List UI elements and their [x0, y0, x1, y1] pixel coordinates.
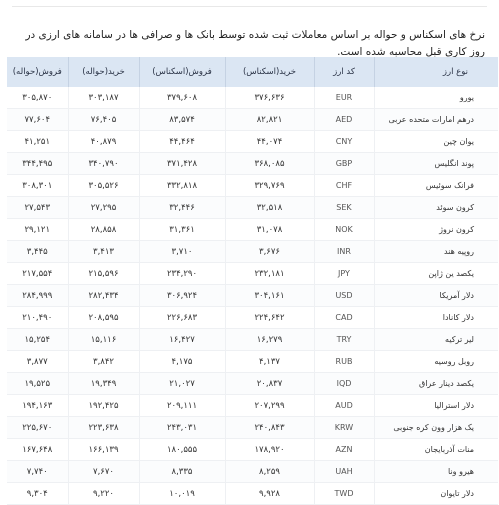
header-buy-cash: خرید(اسکناس) [225, 57, 314, 87]
buy-cash-cell: ۲۳۲,۱۸۱ [225, 263, 314, 285]
currency-name-cell: یورو [374, 87, 498, 109]
currency-code-cell: EUR [314, 87, 374, 109]
currency-code-cell: TRY [314, 329, 374, 351]
currency-code-cell: RUB [314, 351, 374, 373]
buy-transfer-cell: ۱۵,۱۱۶ [68, 329, 139, 351]
currency-name-cell: کرون نروژ [374, 219, 498, 241]
buy-transfer-cell: ۴۰,۸۷۹ [68, 131, 139, 153]
sell-cash-cell: ۲۱,۰۲۷ [139, 373, 225, 395]
currency-code-cell: NOK [314, 219, 374, 241]
table-row [7, 483, 498, 505]
sell-cash-cell: ۴,۱۷۵ [139, 351, 225, 373]
sell-transfer-cell: ۱۶۷,۶۴۸ [7, 439, 68, 461]
buy-cash-cell: ۹,۹۲۸ [225, 483, 314, 505]
currency-code-cell: GBP [314, 153, 374, 175]
sell-transfer-cell: ۱۵,۲۵۴ [7, 329, 68, 351]
sell-cash-cell: ۳۱,۳۶۱ [139, 219, 225, 241]
table-row [7, 131, 498, 153]
table-row [7, 285, 498, 307]
currency-name-cell: کرون سوئد [374, 197, 498, 219]
currency-code-cell: USD [314, 285, 374, 307]
currency-name-cell: هیرو ونا [374, 461, 498, 483]
currency-name-cell: دلار آمریکا [374, 285, 498, 307]
buy-cash-cell: ۸۲,۸۲۱ [225, 109, 314, 131]
buy-cash-cell: ۳۶۸,۰۸۵ [225, 153, 314, 175]
sell-cash-cell: ۲۳۴,۲۹۰ [139, 263, 225, 285]
sell-cash-cell: ۱۰,۰۱۹ [139, 483, 225, 505]
buy-cash-cell: ۳۰۴,۱۶۱ [225, 285, 314, 307]
table-header [7, 57, 498, 87]
buy-transfer-cell: ۹,۲۲۰ [68, 483, 139, 505]
currency-name-cell: دلار کانادا [374, 307, 498, 329]
buy-transfer-cell: ۲۸۲,۴۳۴ [68, 285, 139, 307]
table-row [7, 307, 498, 329]
currency-code-cell: CAD [314, 307, 374, 329]
sell-transfer-cell: ۳۴۴,۴۹۵ [7, 153, 68, 175]
buy-transfer-cell: ۲۱۵,۵۹۶ [68, 263, 139, 285]
sell-transfer-cell: ۲۹,۱۲۱ [7, 219, 68, 241]
table-row [7, 87, 498, 109]
currency-name-cell: پوند انگلیس [374, 153, 498, 175]
sell-cash-cell: ۳۷۹,۶۰۸ [139, 87, 225, 109]
sell-transfer-cell: ۱۹,۵۲۵ [7, 373, 68, 395]
table-row [7, 461, 498, 483]
currency-code-cell: KRW [314, 417, 374, 439]
currency-code-cell: UAH [314, 461, 374, 483]
currency-code-cell: JPY [314, 263, 374, 285]
sell-transfer-cell: ۳,۸۷۷ [7, 351, 68, 373]
currency-name-cell: یکصد ین ژاپن [374, 263, 498, 285]
buy-cash-cell: ۳۷۶,۶۳۶ [225, 87, 314, 109]
buy-cash-cell: ۲۴۰,۸۴۳ [225, 417, 314, 439]
table-row [7, 439, 498, 461]
table-row [7, 263, 498, 285]
buy-cash-cell: ۲۰۷,۲۹۹ [225, 395, 314, 417]
sell-cash-cell: ۳,۷۱۰ [139, 241, 225, 263]
currency-name-cell: دلار استرالیا [374, 395, 498, 417]
buy-cash-cell: ۳,۶۷۶ [225, 241, 314, 263]
buy-cash-cell: ۳۲,۵۱۸ [225, 197, 314, 219]
sell-cash-cell: ۳۳۲,۸۱۸ [139, 175, 225, 197]
sell-transfer-cell: ۳۰۸,۳۰۱ [7, 175, 68, 197]
buy-transfer-cell: ۲۸,۸۵۸ [68, 219, 139, 241]
currency-name-cell: روپیه هند [374, 241, 498, 263]
top-divider [12, 6, 487, 7]
buy-transfer-cell: ۱۹,۳۴۹ [68, 373, 139, 395]
buy-cash-cell: ۱۶,۲۷۹ [225, 329, 314, 351]
exchange-rates-table [7, 57, 498, 505]
sell-cash-cell: ۳۲,۴۴۶ [139, 197, 225, 219]
currency-code-cell: INR [314, 241, 374, 263]
currency-name-cell: یک هزار وون کره جنوبی [374, 417, 498, 439]
sell-cash-cell: ۲۲۶,۶۸۳ [139, 307, 225, 329]
currency-code-cell: CNY [314, 131, 374, 153]
currency-code-cell: IQD [314, 373, 374, 395]
buy-transfer-cell: ۳۴۰,۷۹۰ [68, 153, 139, 175]
buy-transfer-cell: ۷۶,۴۰۵ [68, 109, 139, 131]
buy-cash-cell: ۳۱,۰۷۸ [225, 219, 314, 241]
sell-cash-cell: ۴۴,۴۶۴ [139, 131, 225, 153]
currency-name-cell: منات آذربایجان [374, 439, 498, 461]
currency-name-cell: روبل روسیه [374, 351, 498, 373]
sell-transfer-cell: ۲۲۵,۶۷۰ [7, 417, 68, 439]
buy-transfer-cell: ۱۹۲,۴۲۵ [68, 395, 139, 417]
table-row [7, 351, 498, 373]
sell-transfer-cell: ۳۰۵,۸۷۰ [7, 87, 68, 109]
table-row [7, 153, 498, 175]
sell-cash-cell: ۸,۳۳۵ [139, 461, 225, 483]
buy-cash-cell: ۲۲۴,۶۴۲ [225, 307, 314, 329]
sell-transfer-cell: ۹,۳۰۴ [7, 483, 68, 505]
sell-cash-cell: ۱۶,۴۲۷ [139, 329, 225, 351]
buy-transfer-cell: ۳,۸۴۲ [68, 351, 139, 373]
sell-transfer-cell: ۳,۴۴۵ [7, 241, 68, 263]
sell-transfer-cell: ۱۹۴,۱۶۳ [7, 395, 68, 417]
buy-transfer-cell: ۷,۶۷۰ [68, 461, 139, 483]
sell-transfer-cell: ۷,۷۴۰ [7, 461, 68, 483]
table-row [7, 373, 498, 395]
sell-transfer-cell: ۲۷,۵۴۳ [7, 197, 68, 219]
buy-transfer-cell: ۳,۴۱۳ [68, 241, 139, 263]
buy-transfer-cell: ۳۰۳,۱۸۷ [68, 87, 139, 109]
buy-cash-cell: ۴۴,۰۷۴ [225, 131, 314, 153]
sell-transfer-cell: ۴۱,۲۵۱ [7, 131, 68, 153]
buy-cash-cell: ۸,۲۵۹ [225, 461, 314, 483]
currency-name-cell: درهم امارات متحده عربی [374, 109, 498, 131]
buy-transfer-cell: ۳۰۵,۵۲۶ [68, 175, 139, 197]
currency-code-cell: AZN [314, 439, 374, 461]
buy-cash-cell: ۱۷۸,۹۲۰ [225, 439, 314, 461]
header-buy-transfer: خرید(حواله) [68, 57, 139, 87]
sell-transfer-cell: ۲۸۴,۹۹۹ [7, 285, 68, 307]
header-row [7, 57, 498, 87]
table-row [7, 417, 498, 439]
table-row [7, 395, 498, 417]
sell-transfer-cell: ۷۷,۶۰۴ [7, 109, 68, 131]
sell-cash-cell: ۸۳,۵۷۴ [139, 109, 225, 131]
buy-transfer-cell: ۲۲۳,۶۳۸ [68, 417, 139, 439]
buy-transfer-cell: ۱۶۶,۱۳۹ [68, 439, 139, 461]
currency-name-cell: یوان چین [374, 131, 498, 153]
buy-transfer-cell: ۲۰۸,۵۹۵ [68, 307, 139, 329]
header-currency-code: کد ارز [314, 57, 374, 87]
buy-cash-cell: ۳۲۹,۷۶۹ [225, 175, 314, 197]
currency-name-cell: لیر ترکیه [374, 329, 498, 351]
table-row [7, 329, 498, 351]
buy-cash-cell: ۲۰,۸۳۷ [225, 373, 314, 395]
currency-name-cell: یکصد دینار عراق [374, 373, 498, 395]
currency-name-cell: فرانک سوئیس [374, 175, 498, 197]
table-row [7, 175, 498, 197]
header-sell-transfer: فروش(حواله) [7, 57, 68, 87]
currency-code-cell: AED [314, 109, 374, 131]
sell-cash-cell: ۲۰۹,۱۱۱ [139, 395, 225, 417]
currency-code-cell: CHF [314, 175, 374, 197]
rates-description: نرخ های اسکناس و حواله بر اساس معاملات ثبت شده توسط بانک ها و صرافی ها در سامانه های ارزی در روز کاری قبل محاسبه شده است. [25, 28, 485, 58]
table-row [7, 241, 498, 263]
currency-name-cell: دلار تایوان [374, 483, 498, 505]
table-row [7, 109, 498, 131]
currency-code-cell: TWD [314, 483, 374, 505]
buy-transfer-cell: ۲۷,۲۹۵ [68, 197, 139, 219]
sell-cash-cell: ۱۸۰,۵۵۵ [139, 439, 225, 461]
table-body [7, 87, 498, 505]
sell-cash-cell: ۲۴۳,۰۳۱ [139, 417, 225, 439]
table-row [7, 197, 498, 219]
table-row [7, 219, 498, 241]
sell-cash-cell: ۳۷۱,۴۲۸ [139, 153, 225, 175]
sell-cash-cell: ۳۰۶,۹۲۴ [139, 285, 225, 307]
currency-code-cell: AUD [314, 395, 374, 417]
header-currency-name: نوع ارز [374, 57, 498, 87]
buy-cash-cell: ۴,۱۳۷ [225, 351, 314, 373]
header-sell-cash: فروش(اسکناس) [139, 57, 225, 87]
sell-transfer-cell: ۲۱۰,۴۹۰ [7, 307, 68, 329]
currency-code-cell: SEK [314, 197, 374, 219]
sell-transfer-cell: ۲۱۷,۵۵۴ [7, 263, 68, 285]
